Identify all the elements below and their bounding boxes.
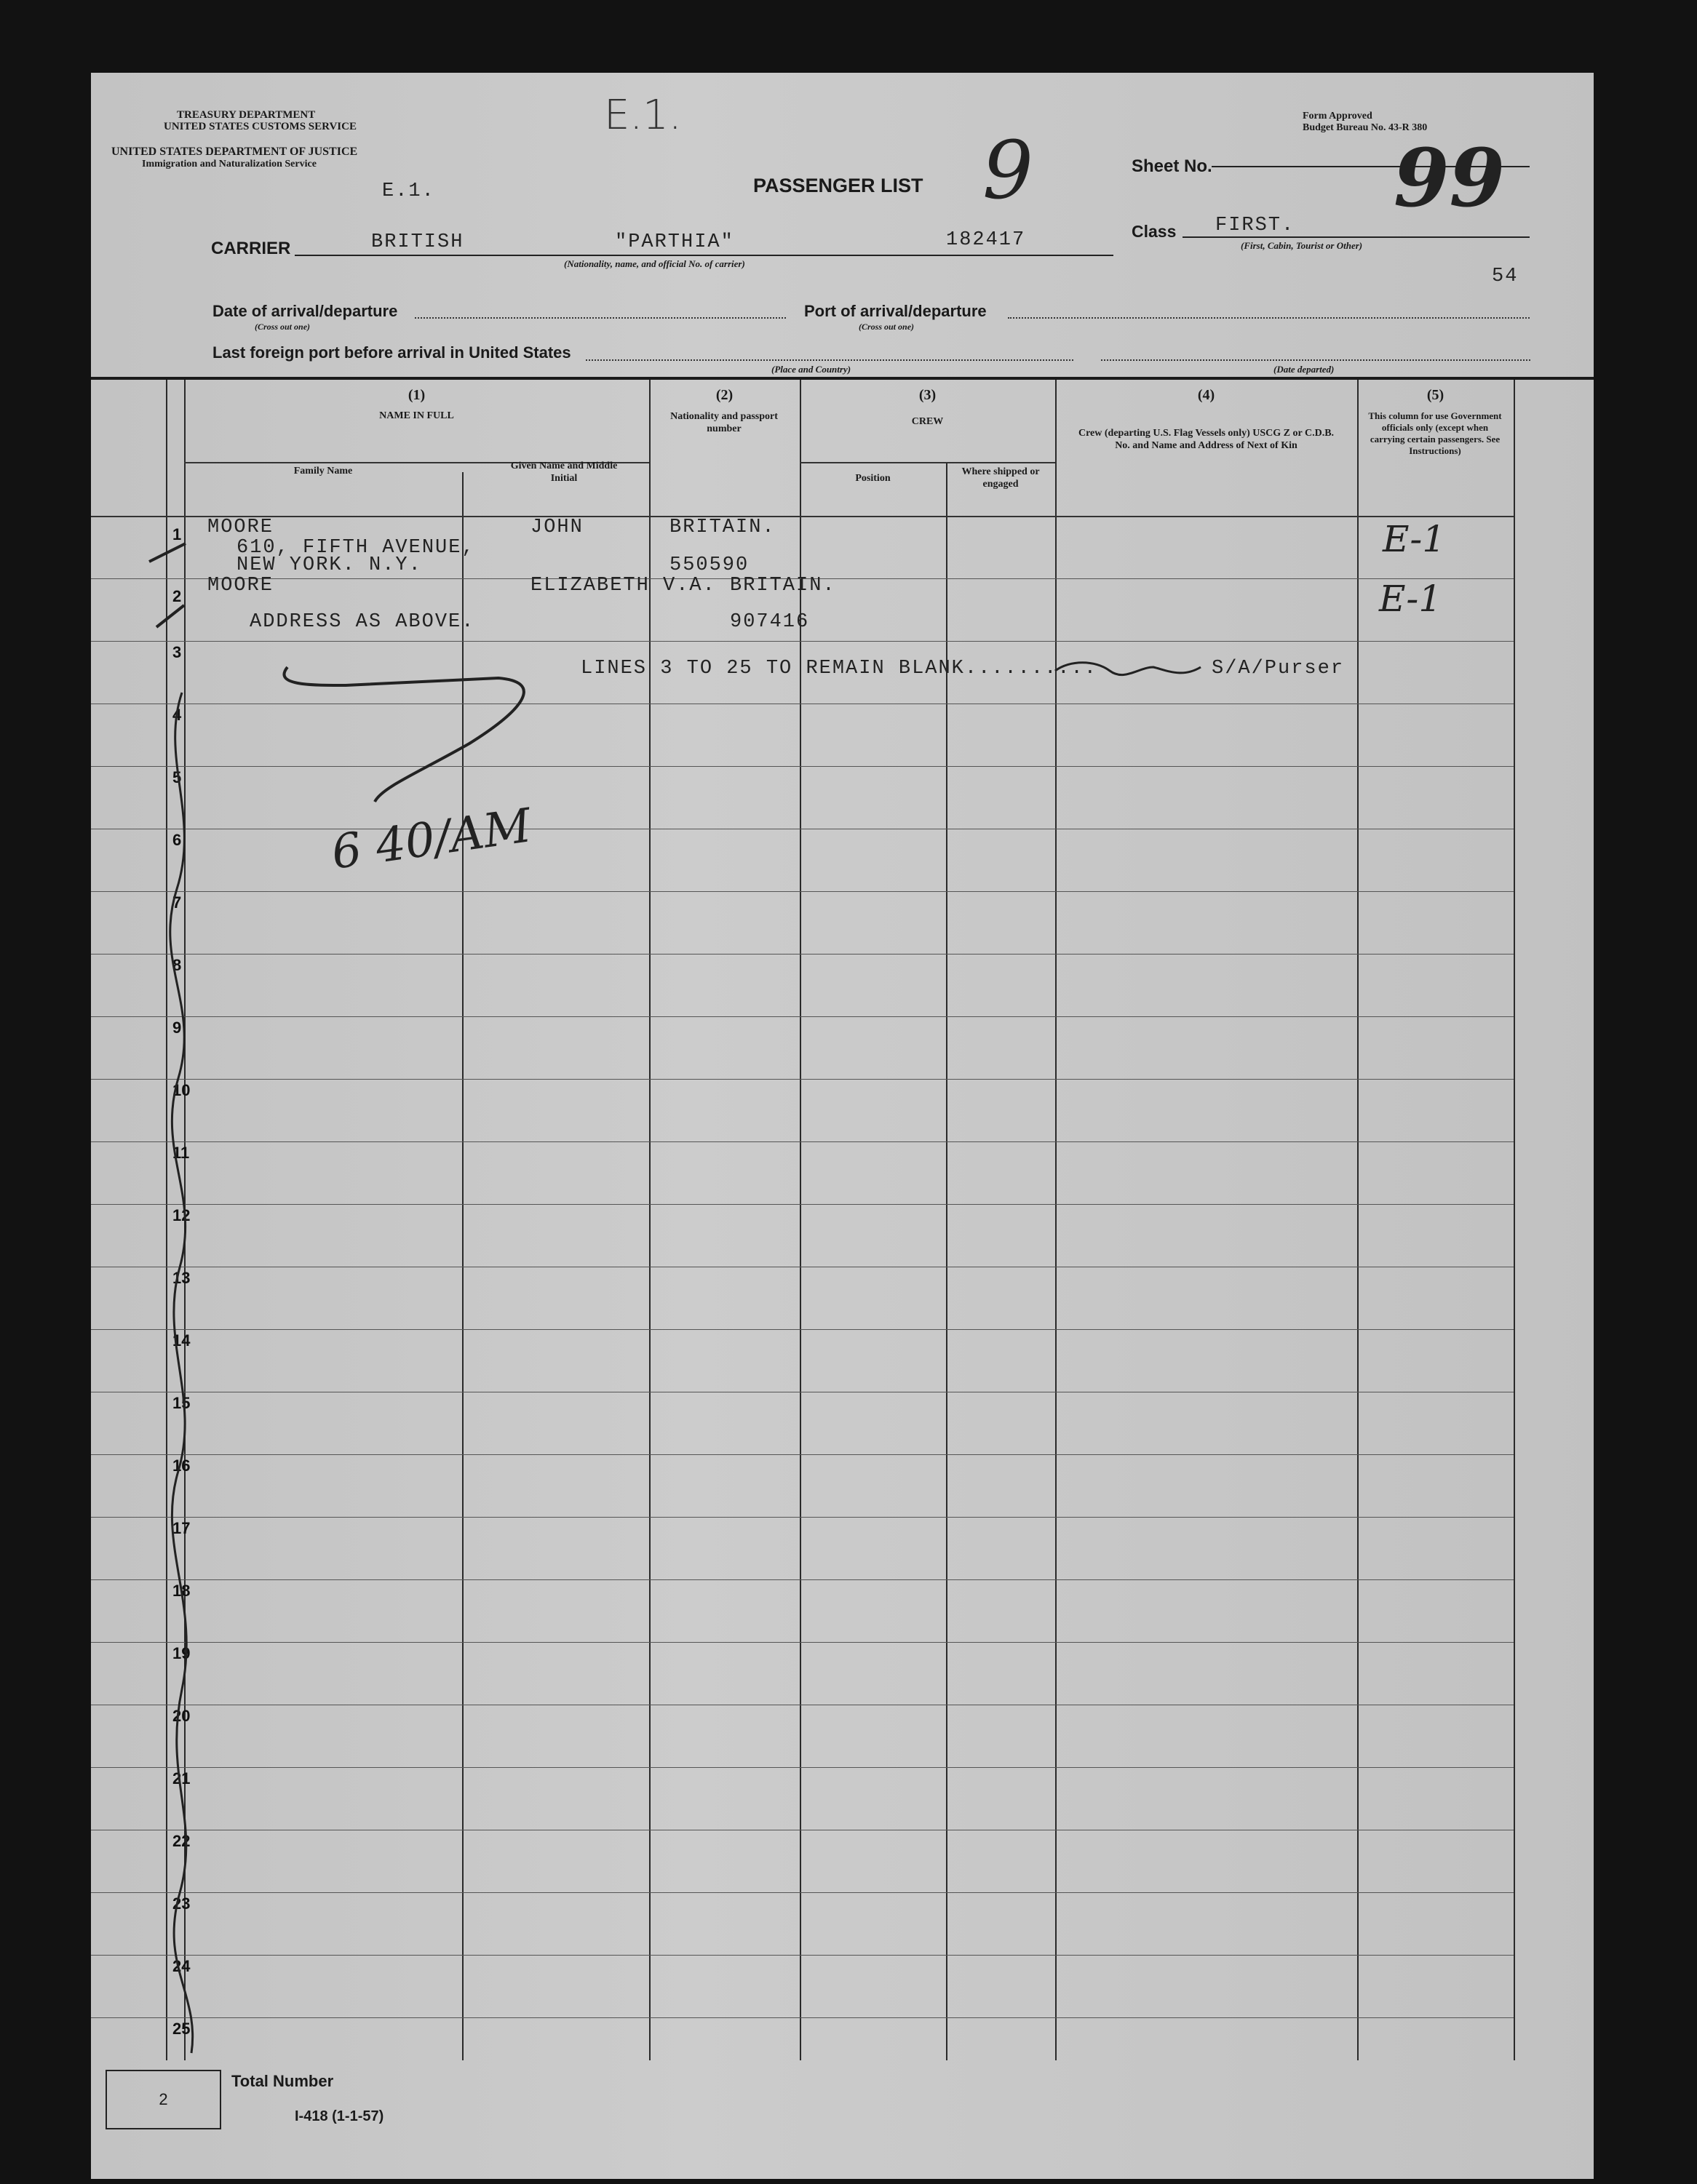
col3-position: Position bbox=[855, 473, 891, 484]
line-number: 20 bbox=[172, 1707, 191, 1725]
line-number: 14 bbox=[172, 1331, 191, 1350]
passenger-list-form bbox=[91, 73, 1594, 2179]
row2-passport: 907416 bbox=[730, 611, 810, 633]
line-number: 9 bbox=[172, 1019, 182, 1037]
line-number: 12 bbox=[172, 1206, 191, 1224]
col1-title: NAME IN FULL bbox=[379, 410, 454, 421]
carrier-number: 182417 bbox=[946, 229, 1026, 251]
form-approved: Form Approved bbox=[1303, 111, 1372, 121]
date-caption: (Cross out one) bbox=[255, 322, 311, 332]
row1-nationality: BRITAIN. bbox=[669, 517, 776, 538]
col5-num: (5) bbox=[1426, 387, 1444, 403]
line-number: 6 bbox=[172, 831, 182, 849]
col2-title: Nationality and passport number bbox=[670, 411, 778, 434]
line-number: 25 bbox=[172, 2020, 191, 2038]
col1-given: Given Name and Middle Initial bbox=[510, 461, 618, 484]
blank-lines-note: LINES 3 TO 25 TO REMAIN BLANK.......... bbox=[581, 658, 1097, 679]
line-number: 2 bbox=[172, 587, 182, 605]
page-title: PASSENGER LIST bbox=[753, 175, 923, 196]
line-number: 24 bbox=[172, 1957, 191, 1975]
total-box bbox=[106, 2070, 221, 2129]
line-number: 18 bbox=[172, 1582, 191, 1600]
line-number: 10 bbox=[172, 1081, 191, 1099]
line-number: 5 bbox=[172, 768, 182, 786]
row1-family: MOORE bbox=[207, 517, 274, 538]
row1-address1: 610, FIFTH AVENUE, bbox=[237, 537, 475, 559]
line-number: 4 bbox=[172, 706, 182, 724]
row2-col5: E-1 bbox=[1379, 578, 1442, 620]
col3-where: Where shipped or engaged bbox=[961, 466, 1040, 490]
hand-time: 6 40/AM bbox=[328, 799, 535, 880]
row1-col5: E-1 bbox=[1383, 518, 1446, 560]
col5-title: This column for use Government officials only (except when carrying certain passengers. See Instructions) bbox=[1368, 410, 1502, 456]
line-number: 1 bbox=[172, 525, 182, 543]
dept-customs: UNITED STATES CUSTOMS SERVICE bbox=[164, 121, 357, 132]
line-number: 3 bbox=[172, 643, 182, 661]
class-label: Class bbox=[1132, 222, 1177, 241]
place-caption: (Place and Country) bbox=[771, 364, 851, 375]
carrier-name: "PARTHIA" bbox=[615, 231, 734, 253]
line-number: 23 bbox=[172, 1894, 191, 1913]
row2-nationality: BRITAIN. bbox=[730, 575, 836, 597]
class-value: FIRST. bbox=[1215, 215, 1295, 236]
line-number: 15 bbox=[172, 1394, 191, 1412]
col1-num: (1) bbox=[408, 387, 426, 403]
row1-given: JOHN bbox=[530, 517, 584, 538]
port-caption: (Cross out one) bbox=[859, 322, 915, 332]
dept-ins: Immigration and Naturalization Service bbox=[142, 159, 317, 170]
line-number: 8 bbox=[172, 956, 182, 974]
total-value: 2 bbox=[159, 2090, 168, 2108]
carrier-label: CARRIER bbox=[211, 239, 291, 258]
line-number: 13 bbox=[172, 1269, 191, 1287]
dept-justice: UNITED STATES DEPARTMENT OF JUSTICE bbox=[111, 146, 358, 158]
row1-passport: 550590 bbox=[669, 554, 750, 576]
carrier-nationality: BRITISH bbox=[371, 231, 464, 253]
carrier-caption: (Nationality, name, and official No. of carrier) bbox=[564, 258, 745, 269]
date-label: Date of arrival/departure bbox=[212, 302, 398, 320]
row2-address: ADDRESS AS ABOVE. bbox=[250, 611, 475, 633]
hand-strokes bbox=[91, 380, 1517, 2060]
form-id: I-418 (1-1-57) bbox=[295, 2108, 384, 2124]
line-number: 11 bbox=[172, 1144, 190, 1162]
dept-treasury: TREASURY DEPARTMENT bbox=[177, 109, 316, 121]
passenger-table bbox=[91, 380, 1594, 2064]
line-number: 21 bbox=[172, 1769, 191, 1788]
col4-title: Crew (departing U.S. Flag Vessels only) USCG Z or C.D.B. No. and Name and Address of Next of Kin bbox=[1078, 428, 1335, 451]
line-number: 17 bbox=[172, 1519, 191, 1537]
date-departed-caption: (Date departed) bbox=[1273, 364, 1335, 375]
line-number: 7 bbox=[172, 893, 182, 912]
class-caption: (First, Cabin, Tourist or Other) bbox=[1241, 240, 1363, 251]
sheet-label: Sheet No. bbox=[1132, 156, 1212, 176]
line-number: 16 bbox=[172, 1456, 191, 1475]
line-number: 22 bbox=[172, 1832, 191, 1850]
signature bbox=[1055, 663, 1201, 675]
row2-given: ELIZABETH V.A. bbox=[530, 575, 716, 597]
col3-num: (3) bbox=[918, 387, 937, 403]
line-number: 19 bbox=[172, 1644, 191, 1662]
col2-num: (2) bbox=[715, 387, 734, 403]
ei-stamp: E.1. bbox=[604, 92, 682, 139]
purser-title: S/A/Purser bbox=[1212, 658, 1345, 679]
total-label: Total Number bbox=[231, 2072, 334, 2090]
budget-bureau: Budget Bureau No. 43-R 380 bbox=[1303, 122, 1428, 133]
hand-list-number: 9 bbox=[982, 124, 1033, 217]
last-port-label: Last foreign port before arrival in United States bbox=[212, 343, 571, 362]
ei-typed: E.1. bbox=[382, 180, 435, 202]
row2-family: MOORE bbox=[207, 575, 274, 597]
col3-title: CREW bbox=[911, 416, 944, 427]
page-number: 54 bbox=[1492, 266, 1519, 287]
col1-family: Family Name bbox=[293, 466, 353, 477]
row1-address2: NEW YORK. N.Y. bbox=[237, 554, 422, 576]
sheet-value: 99 bbox=[1394, 131, 1506, 225]
port-label: Port of arrival/departure bbox=[804, 302, 987, 320]
col4-num: (4) bbox=[1197, 387, 1215, 403]
